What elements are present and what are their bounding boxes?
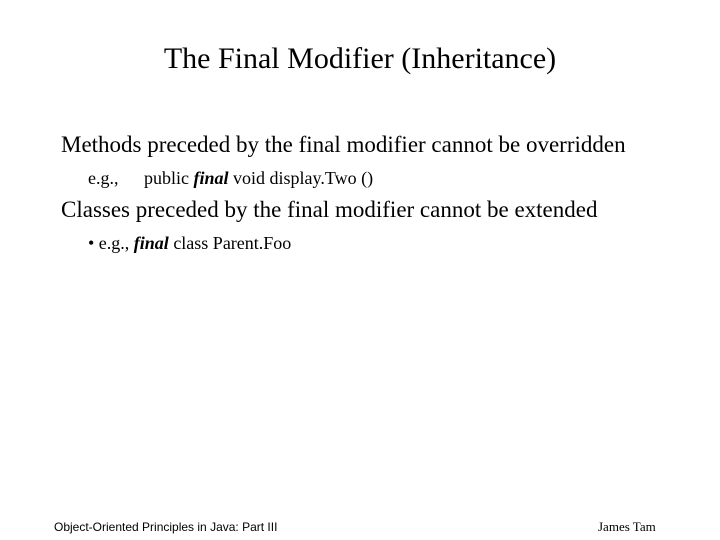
example-prefix-methods: e.g.,	[88, 168, 119, 188]
footer-course-title: Object-Oriented Principles in Java: Part III	[54, 520, 278, 534]
code-public: public	[144, 168, 189, 188]
code-method-signature: void display.Two ()	[233, 168, 374, 188]
bullet-methods: Methods preceded by the final modifier cannot be overridden	[61, 132, 626, 157]
example-prefix-classes: • e.g.,	[88, 233, 130, 253]
code-keyword-final: final	[193, 168, 229, 188]
footer-author: James Tam	[598, 519, 656, 534]
example-code-methods	[144, 168, 373, 189]
code-class-declaration: class Parent.Foo	[173, 233, 292, 253]
example-classes	[88, 233, 291, 254]
bullet-classes: Classes preceded by the final modifier cannot be extended	[61, 197, 598, 222]
code-keyword-final: final	[133, 233, 169, 253]
slide-title: The Final Modifier (Inheritance)	[163, 42, 557, 75]
